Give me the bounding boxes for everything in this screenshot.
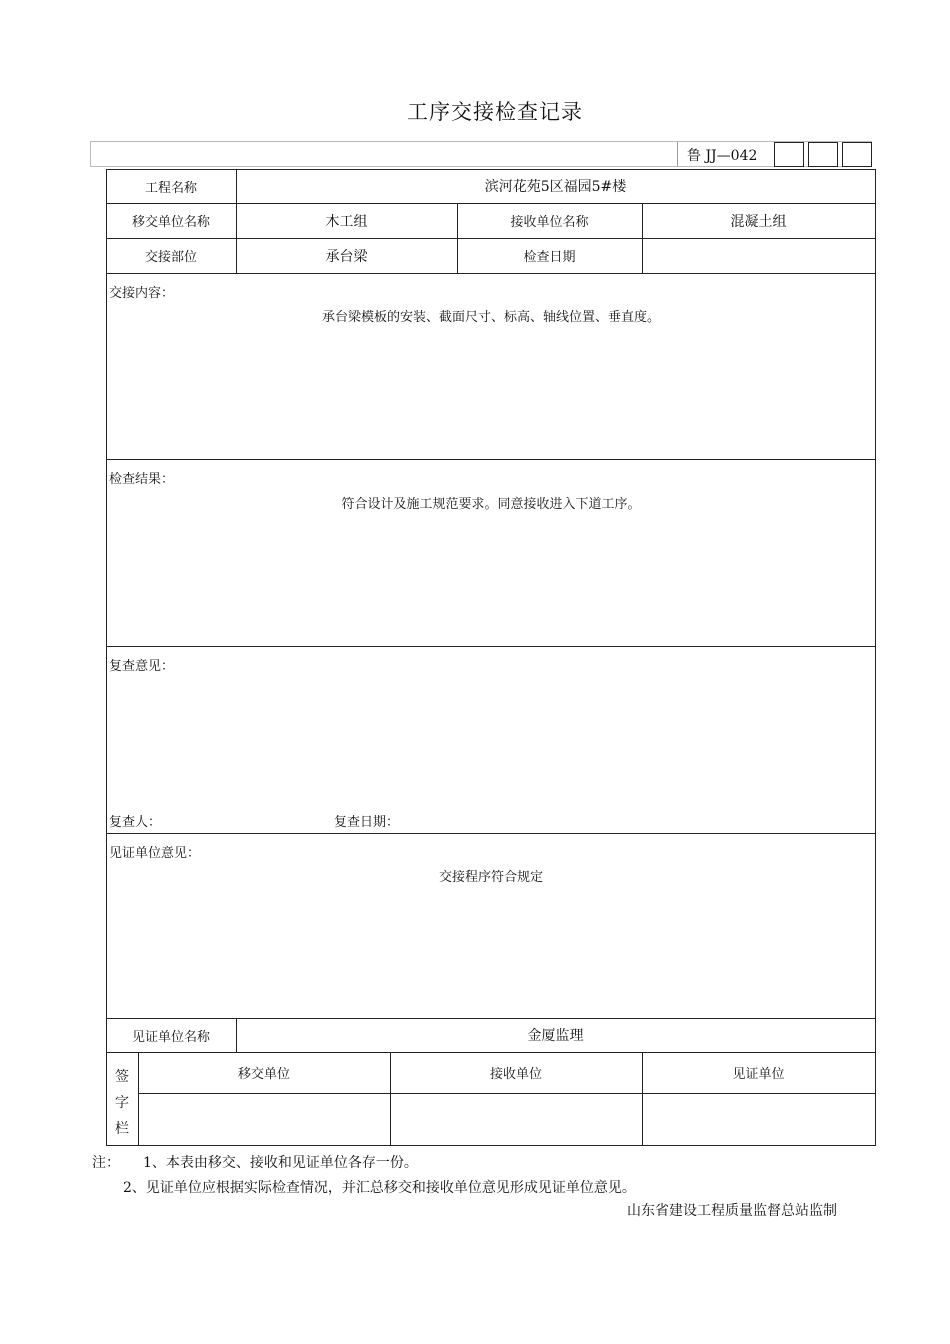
page-title: 工序交接检查记录: [407, 100, 583, 124]
result-label: 检查结果：: [109, 472, 175, 487]
signature-char-2: 字: [115, 1095, 129, 1111]
note-line-1: 1、本表由移交、接收和见证单位各存一份。: [143, 1155, 418, 1171]
code-divider: [677, 142, 678, 166]
sign-receive-unit-field[interactable]: [390, 1093, 642, 1145]
transfer-unit-value[interactable]: 木工组: [325, 213, 368, 230]
form-code-bar: [90, 141, 872, 167]
result-text[interactable]: 符合设计及施工规范要求。同意接收进入下道工序。: [341, 497, 641, 512]
note-line-2: 2、见证单位应根据实际检查情况，并汇总移交和接收单位意见形成见证单位意见。: [123, 1180, 636, 1196]
sign-witness-unit-field[interactable]: [642, 1093, 875, 1145]
transfer-unit-label: 移交单位名称: [131, 215, 210, 230]
witness-unit-label: 见证单位名称: [131, 1029, 210, 1045]
sign-transfer-unit-header: 移交单位: [237, 1067, 290, 1082]
project-name-label: 工程名称: [144, 180, 197, 196]
sign-transfer-unit-field[interactable]: [138, 1093, 390, 1145]
sign-witness-unit-header: 见证单位: [732, 1067, 785, 1082]
witness-opinion-text[interactable]: 交接程序符合规定: [438, 870, 543, 885]
witness-unit-value[interactable]: 金厦监理: [527, 1028, 584, 1044]
handover-part-label: 交接部位: [144, 250, 197, 265]
code-box-2[interactable]: [808, 142, 838, 167]
review-label: 复查意见：: [109, 659, 175, 674]
sign-receive-unit-header: 接收单位: [489, 1067, 542, 1082]
signature-char-3: 栏: [115, 1121, 129, 1137]
reviewer-label: 复查人：: [109, 815, 162, 830]
project-name-value[interactable]: 滨河花苑5区福园5#楼: [484, 179, 627, 195]
code-box-1[interactable]: [774, 142, 804, 167]
signature-char-1: 签: [115, 1069, 129, 1085]
code-box-3[interactable]: [842, 142, 872, 167]
receive-unit-label: 接收单位名称: [510, 215, 589, 230]
form-code: 鲁 JJ—042: [687, 148, 758, 164]
review-date-label: 复查日期：: [334, 815, 400, 830]
signature-column-label: [106, 1064, 138, 1142]
receive-unit-value[interactable]: 混凝土组: [730, 213, 787, 230]
witness-opinion-label: 见证单位意见：: [109, 846, 201, 861]
notes-prefix: 注：: [92, 1155, 120, 1171]
content-label: 交接内容：: [109, 286, 175, 301]
check-date-label: 检查日期: [523, 250, 576, 265]
content-text[interactable]: 承台梁模板的安装、截面尺寸、标高、轴线位置、垂直度。: [321, 310, 660, 325]
check-date-value[interactable]: [642, 238, 875, 273]
handover-part-value[interactable]: 承台梁: [325, 248, 368, 265]
issuer-text: 山东省建设工程质量监督总站监制: [627, 1203, 837, 1219]
